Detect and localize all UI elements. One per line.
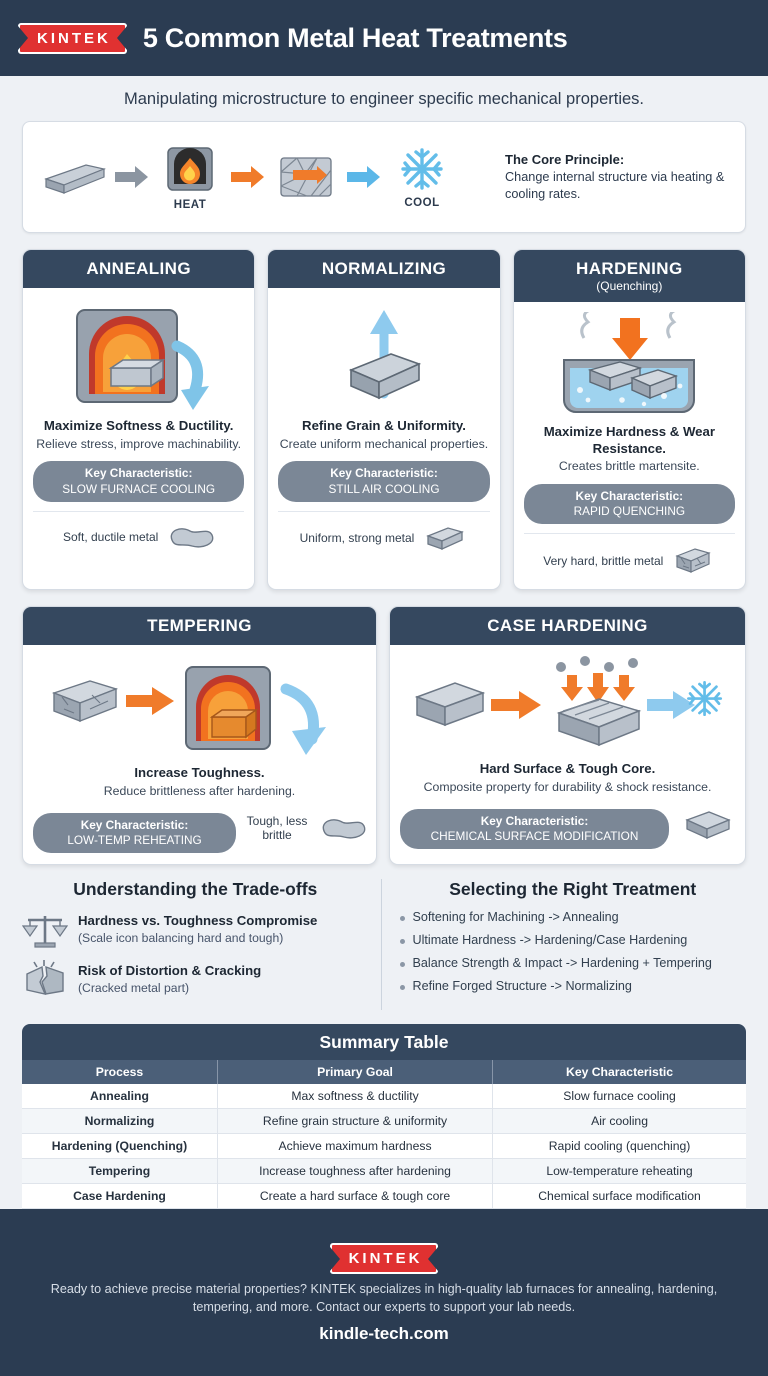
card-hardening-result	[543, 544, 715, 578]
card-hardening-title	[514, 250, 745, 302]
treatment-cards-row-2	[22, 606, 746, 865]
cell-goal: Refine grain structure & uniformity	[217, 1108, 492, 1133]
tough-metal-blob-icon	[318, 813, 366, 843]
bullet-dot-icon	[400, 916, 405, 921]
page-title: 5 Common Metal Heat Treatments	[142, 22, 568, 53]
bullet-dot-icon	[400, 939, 405, 944]
treatment-cards-row-1	[22, 249, 746, 590]
card-hardening-title-sub: (Quenching)	[596, 279, 663, 293]
table-row	[22, 1084, 746, 1109]
table-col-process: Process	[22, 1060, 217, 1084]
footer-website[interactable]: kindle-tech.com	[319, 1323, 449, 1343]
cell-process: Hardening (Quenching)	[22, 1133, 217, 1158]
selecting-item	[400, 910, 747, 924]
quench-tank-icon	[544, 312, 714, 424]
cool-label: COOL	[404, 196, 440, 209]
footer-kintek-logo: KINTEK	[330, 1243, 439, 1274]
core-principle-panel	[22, 121, 746, 233]
snowflake-icon	[399, 146, 445, 192]
card-annealing-goal: Maximize Softness & Ductility.	[43, 418, 234, 433]
card-tempering-goal: Increase Toughness.	[134, 765, 265, 781]
card-tempering-title: TEMPERING	[23, 607, 376, 645]
tradeoff-text	[78, 913, 317, 948]
flow-step-billet	[37, 155, 111, 199]
card-normalizing-title: NORMALIZING	[268, 250, 499, 288]
cell-key: Air cooling	[493, 1108, 746, 1133]
page-subtitle: Manipulating microstructure to engineer specific mechanical properties.	[124, 90, 644, 108]
summary-table-title: Summary Table	[319, 1031, 449, 1052]
card-hardening-desc: Creates brittle martensite.	[558, 459, 700, 473]
divider	[33, 511, 244, 512]
card-case-hardening-desc: Composite property for durability & shock resistance.	[423, 779, 712, 794]
tradeoff-item	[22, 960, 369, 1000]
card-hardening-result-text: Very hard, brittle metal	[543, 554, 664, 569]
table-header-row	[22, 1060, 746, 1084]
tempering-process-icon	[40, 655, 360, 765]
card-case-hardening-footer	[400, 800, 735, 849]
tradeoff-text	[78, 963, 261, 998]
arrow-gray-icon	[115, 166, 149, 188]
key-characteristic-label: Key Characteristic:	[330, 466, 438, 481]
flow-step-heat	[153, 144, 227, 211]
arrow-blue-icon	[347, 166, 381, 188]
cell-process: Normalizing	[22, 1108, 217, 1133]
furnace-flame-icon	[162, 144, 218, 194]
table-col-goal: Primary Goal	[217, 1060, 492, 1084]
tradeoff-note: (Scale icon balancing hard and tough)	[78, 931, 284, 946]
selecting-column	[381, 879, 747, 1010]
table-col-key: Key Characteristic	[493, 1060, 746, 1084]
cell-key: Slow furnace cooling	[493, 1084, 746, 1109]
key-characteristic-label: Key Characteristic:	[575, 488, 684, 503]
card-annealing	[22, 249, 255, 590]
case-hardening-process-icon	[403, 655, 733, 761]
card-normalizing-key	[278, 461, 489, 501]
kintek-logo: KINTEK	[18, 23, 127, 54]
soft-metal-blob-icon	[166, 522, 214, 552]
key-characteristic-label: Key Characteristic:	[84, 466, 193, 481]
cell-process: Annealing	[22, 1084, 217, 1109]
card-hardening-body	[514, 302, 745, 589]
table-row	[22, 1158, 746, 1183]
divider	[278, 511, 489, 512]
card-normalizing-body	[268, 288, 499, 589]
tradeoffs-column	[22, 879, 369, 1010]
selecting-item-text: Balance Strength & Impact -> Hardening + Tempering	[412, 955, 712, 970]
core-principle-title: The Core Principle:	[505, 152, 625, 168]
case-hardened-block-icon	[681, 806, 735, 842]
cell-process: Tempering	[22, 1158, 217, 1183]
card-hardening	[513, 249, 746, 590]
card-case-hardening-goal: Hard Surface & Tough Core.	[479, 761, 656, 777]
tradeoffs-title: Understanding the Trade-offs	[73, 878, 318, 899]
card-annealing-key	[33, 461, 244, 501]
tradeoff-title: Risk of Distortion & Cracking	[78, 962, 262, 978]
card-normalizing	[267, 249, 500, 590]
key-characteristic-value: STILL AIR COOLING	[328, 481, 440, 496]
core-principle-text	[499, 151, 731, 203]
card-tempering-desc: Reduce brittleness after hardening.	[103, 783, 296, 798]
selecting-title: Selecting the Right Treatment	[449, 878, 697, 899]
uniform-metal-block-icon	[422, 522, 468, 554]
selecting-item-text: Refine Forged Structure -> Normalizing	[412, 978, 632, 993]
summary-table-panel	[22, 1024, 746, 1209]
mid-section	[22, 879, 746, 1010]
card-tempering-key	[33, 813, 236, 853]
balance-scale-icon	[22, 910, 68, 950]
cell-goal: Achieve maximum hardness	[217, 1133, 492, 1158]
page-footer	[0, 1209, 768, 1376]
card-tempering-body	[23, 645, 376, 864]
card-annealing-title: ANNEALING	[23, 250, 254, 288]
core-principle-body: Change internal structure via heating & cooling rates.	[505, 169, 725, 201]
footer-text: Ready to achieve precise material properties? KINTEK specializes in high-quality lab furnaces for annealing, hardening, tempering, and more. Contact our experts to support your lab needs.	[50, 1282, 718, 1314]
cell-goal: Increase toughness after hardening	[217, 1158, 492, 1183]
normalizing-air-cooling-icon	[309, 298, 459, 418]
cell-key: Rapid cooling (quenching)	[493, 1133, 746, 1158]
card-case-hardening	[389, 606, 746, 865]
cell-key: Low-temperature reheating	[493, 1158, 746, 1183]
flow-step-cool	[385, 146, 459, 209]
card-annealing-result	[63, 522, 214, 552]
page-header	[0, 0, 768, 76]
key-characteristic-value: LOW-TEMP REHEATING	[67, 832, 202, 847]
metal-billet-icon	[38, 155, 110, 199]
tradeoff-title: Hardness vs. Toughness Compromise	[78, 912, 318, 928]
cracked-metal-icon	[22, 960, 68, 1000]
bullet-dot-icon	[400, 962, 405, 967]
annealing-furnace-icon	[59, 298, 219, 418]
card-case-hardening-body	[390, 645, 745, 864]
card-normalizing-result-text: Uniform, strong metal	[299, 530, 415, 545]
bullet-dot-icon	[400, 985, 405, 990]
card-normalizing-desc: Create uniform mechanical properties.	[279, 436, 489, 451]
summary-table	[22, 1060, 746, 1209]
cell-process: Case Hardening	[22, 1183, 217, 1208]
key-characteristic-value: CHEMICAL SURFACE MODIFICATION	[430, 828, 639, 843]
cell-goal: Create a hard surface & tough core	[217, 1183, 492, 1208]
tradeoff-note: (Cracked metal part)	[78, 981, 190, 996]
tradeoff-item	[22, 910, 369, 950]
cell-goal: Max softness & ductility	[217, 1084, 492, 1109]
card-tempering-footer	[33, 804, 366, 853]
selecting-item	[400, 956, 747, 970]
card-annealing-result-text: Soft, ductile metal	[62, 529, 159, 544]
brittle-metal-block-icon	[671, 544, 715, 578]
grain-structure-icon	[277, 154, 335, 200]
arrow-orange-icon	[231, 166, 265, 188]
table-row	[22, 1133, 746, 1158]
card-annealing-body	[23, 288, 254, 589]
selecting-item-text: Softening for Machining -> Annealing	[412, 909, 619, 924]
key-characteristic-label: Key Characteristic:	[480, 813, 589, 828]
table-row	[22, 1183, 746, 1208]
divider	[524, 533, 735, 534]
heat-label: HEAT	[173, 198, 207, 211]
selecting-item	[400, 933, 747, 947]
card-tempering-result-text: Tough, less brittle	[246, 813, 308, 843]
card-annealing-desc: Relieve stress, improve machinability.	[36, 436, 242, 451]
selecting-item	[400, 979, 747, 993]
cell-key: Chemical surface modification	[493, 1183, 746, 1208]
core-flow	[37, 144, 493, 211]
card-hardening-goal: Maximize Hardness & Wear Resistance.	[543, 424, 715, 456]
flow-step-microstructure	[269, 154, 343, 200]
card-case-hardening-key	[400, 809, 669, 849]
card-normalizing-goal: Refine Grain & Uniformity.	[302, 418, 466, 433]
table-row	[22, 1108, 746, 1133]
key-characteristic-value: RAPID QUENCHING	[573, 504, 686, 519]
selecting-item-text: Ultimate Hardness -> Hardening/Case Hardening	[412, 932, 688, 947]
card-normalizing-result	[300, 522, 469, 554]
key-characteristic-label: Key Characteristic:	[80, 817, 189, 832]
key-characteristic-value: SLOW FURNACE COOLING	[62, 481, 216, 496]
card-hardening-title-main: HARDENING	[576, 259, 683, 278]
card-case-hardening-title: CASE HARDENING	[390, 607, 745, 645]
card-hardening-key	[524, 484, 735, 524]
card-tempering	[22, 606, 377, 865]
